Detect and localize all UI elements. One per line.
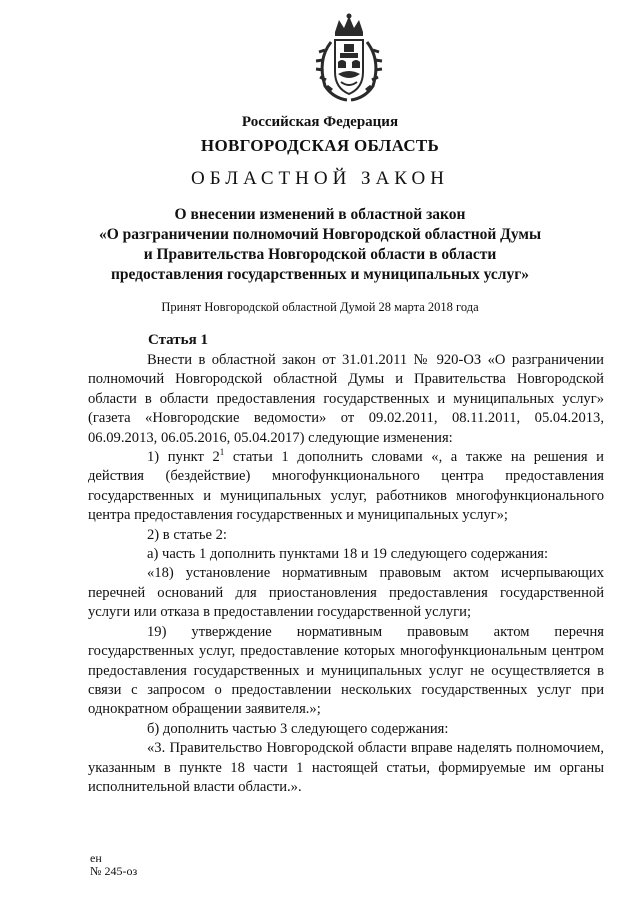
law-title-line: и Правительства Новгородской области в области — [143, 246, 497, 263]
region-heading: НОВГОРОДСКАЯ ОБЛАСТЬ — [200, 136, 440, 155]
article-body — [88, 351, 604, 797]
law-type-heading: ОБЛАСТНОЙ ЗАКОН — [191, 168, 449, 189]
amendment-item-2b: б) дополнить частью 3 следующего содержания: — [147, 720, 449, 737]
amendment-item-2a: а) часть 1 дополнить пунктами 18 и 19 следующего содержания: — [147, 546, 549, 563]
document-footer — [90, 852, 137, 878]
amendment-item-2: 2) в статье 2: — [147, 526, 227, 543]
superscript-index: 1 — [219, 447, 225, 458]
law-number: № 245-оз — [90, 864, 138, 878]
novgorod-coat-of-arms-icon — [311, 12, 387, 104]
amendment-item-1-start: 1) пункт 2 — [147, 449, 220, 466]
federation-heading: Российская Федерация — [241, 114, 399, 130]
new-point-18: «18) установление нормативным правовым актом исчерпывающих перечней оснований для приостановления предоставления государственной услуги или отказа в предоставлении государственной услуги; — [88, 565, 604, 621]
footer-initials: ен — [90, 851, 102, 865]
law-title-line: «О разграничении полномочий Новгородской областной Думы — [98, 226, 542, 243]
new-part-3: «3. Правительство Новгородской области вправе наделять полномочием, указанным в пункте 18 части 1 настоящей статьи, формируемые им органы исполнительной власти области.». — [88, 740, 604, 795]
adoption-note: Принят Новгородской областной Думой 28 марта 2018 года — [161, 300, 479, 314]
amendment-item-1 — [88, 448, 604, 526]
law-title-line: предоставления государственных и муниципальных услуг» — [110, 266, 530, 283]
new-point-19: 19) утверждение нормативным правовым актом перечня государственных услуг, предоставление которых многофункциональным центром предоставления государственных и муниципальных услуг не осуществляется в связи с запросом о предоставлении нескольких государственных услуг при однократном обращении заявителя.»; — [88, 623, 604, 718]
article-intro: Внести в областной закон от 31.01.2011 № 920-ОЗ «О разграничении полномочий Новгородской областной Думы и Правительства Новгородской области в области предоставления государственных и муниципальных услуг» (газета «Новгородские ведомости» от 09.02.2011, 08.11.2011, 05.04.2013, 06.09.2013, 06.05.2016, 05.04.2017) следующие изменения: — [88, 352, 604, 446]
law-title-line: О внесении изменений в областной закон — [174, 206, 466, 223]
article-heading: Статья 1 — [148, 332, 208, 348]
amendment-item-1-rest: статьи 1 дополнить словами «, а также на решения и действия (бездействие) многофункционального центра предоставления государственных и муниципальных услуг, работников многофункционального центра предоставления государственных и муниципальных услуг»; — [88, 449, 604, 524]
law-title — [60, 205, 580, 285]
